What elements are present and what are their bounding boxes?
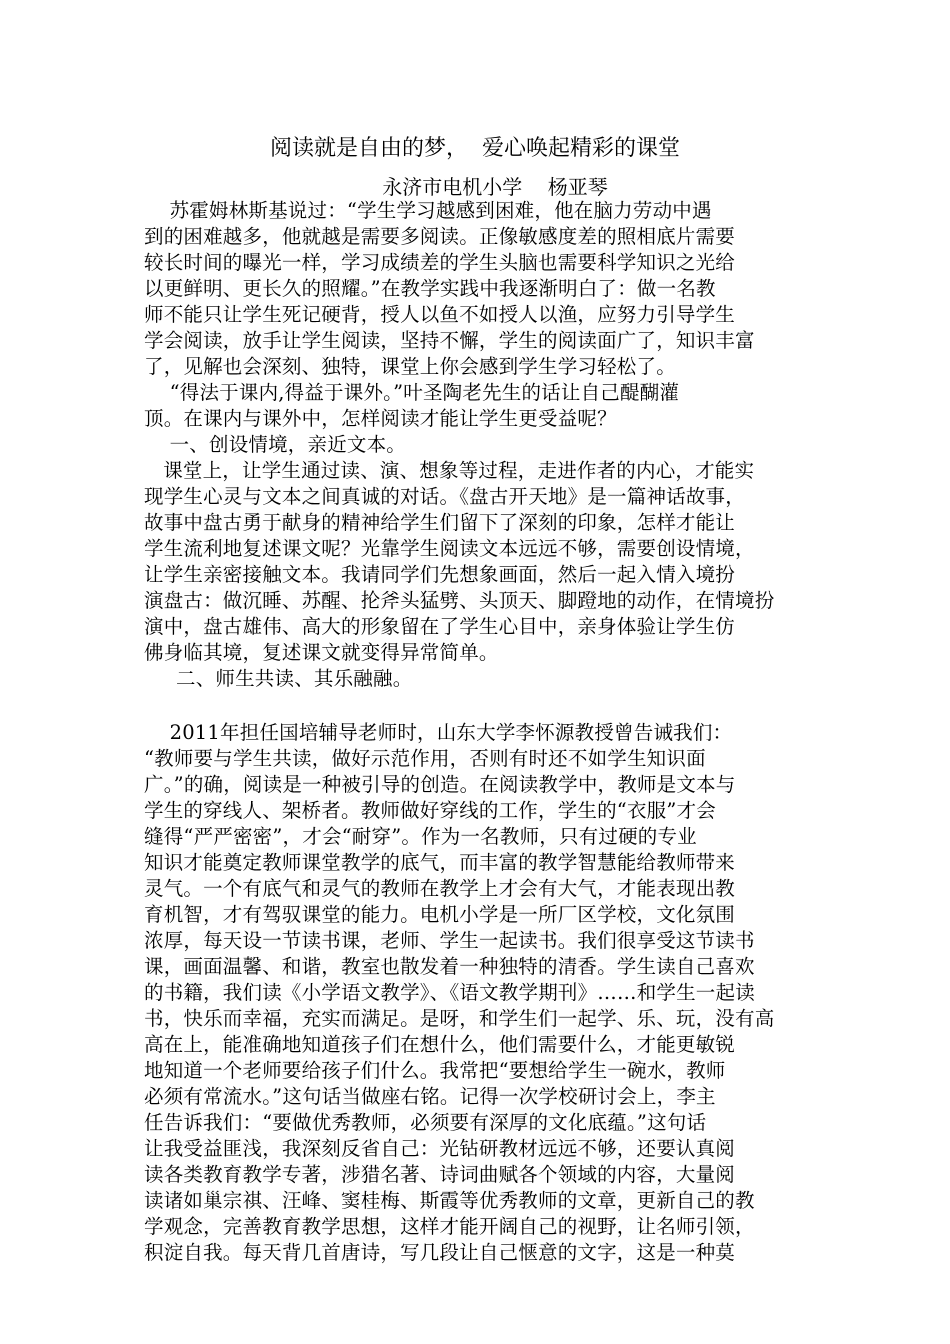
paragraph <box>144 458 824 666</box>
paragraph <box>144 198 824 380</box>
text-line: 故事中盘古勇于献身的精神给学生们留下了深刻的印象，怎样才能让 <box>144 511 736 534</box>
text-line: 育机智，才有驾驭课堂的能力。电机小学是一所厂区学校，文化氛围 <box>144 903 736 926</box>
text-line: 缝得“严严密密”，才会“耐穿”。作为一名教师，只有过硬的专业 <box>144 825 697 848</box>
text-line: 较长时间的曝光一样，学习成绩差的学生头脑也需要科学知识之光给 <box>144 251 736 274</box>
paragraph-spacer <box>144 692 824 720</box>
paragraph <box>144 380 824 432</box>
text-line: “教师要与学生共读，做好示范作用，否则有时还不如学生知识面 <box>144 747 706 770</box>
text-line: 师不能只让学生死记硬背，授人以鱼不如授人以渔，应努力引导学生 <box>144 303 736 326</box>
text-line: 苏霍姆林斯基说过：“学生学习越感到困难，他在脑力劳动中遇 <box>144 199 712 222</box>
paragraph <box>144 432 824 458</box>
text-line: 高在上，能准确地知道孩子们在想什么，他们需要什么，才能更敏锐 <box>144 1033 736 1056</box>
text-line: 积淀自我。每天背几首唐诗，写几段让自己惬意的文字，这是一种莫 <box>144 1241 736 1264</box>
text-line: 任告诉我们：“要做优秀教师，必须要有深厚的文化底蕴。”这句话 <box>144 1111 707 1134</box>
text-line: 佛身临其境，复述课文就变得异常简单。 <box>144 641 499 664</box>
text-line: 让学生亲密接触文本。我请同学们先想象画面，然后一起入情入境扮 <box>144 563 736 586</box>
text-line: 到的困难越多，他就越是需要多阅读。正像敏感度差的照相底片需要 <box>144 225 736 248</box>
text-line: 广。”的确，阅读是一种被引导的创造。在阅读教学中，教师是文本与 <box>144 773 736 796</box>
text-line: 学会阅读，放手让学生阅读，坚持不懈，学生的阅读面广了，知识丰富 <box>144 329 755 352</box>
text-line: 学生的穿线人、架桥者。教师做好穿线的工作，学生的“衣服”才会 <box>144 799 716 822</box>
text-line: 二、师生共读、其乐融融。 <box>144 667 413 690</box>
text-line: 读各类教育教学专著，涉猎名著、诗词曲赋各个领域的内容，大量阅 <box>144 1163 736 1186</box>
text-line: 地知道一个老师要给孩子们什么。我常把“要想给学生一碗水，教师 <box>144 1059 726 1082</box>
text-line: 演中，盘古雄伟、高大的形象留在了学生心目中，亲身体验让学生仿 <box>144 615 736 638</box>
text-line: 知识才能奠定教师课堂教学的底气，而丰富的教学智慧能给教师带来 <box>144 851 736 874</box>
text-line: 以更鲜明、更长久的照耀。”在教学实践中我逐渐明白了：做一名教 <box>144 277 716 300</box>
text-line: 必须有常流水。”这句话当做座右铭。记得一次学校研讨会上，李主 <box>144 1085 716 1108</box>
text-line: 书，快乐而幸福，充实而满足。是呀，和学生们一起学、乐、玩，没有高 <box>144 1007 775 1030</box>
text-line: 学观念，完善教育教学思想，这样才能开阔自己的视野，让名师引领， <box>144 1215 755 1238</box>
text-line: 一、创设情境，亲近文本。 <box>144 433 406 456</box>
article-title: 阅读就是自由的梦， 爱心唤起精彩的课堂 <box>270 136 680 161</box>
article-body <box>144 198 824 1266</box>
text-line: “得法于课内,得益于课外。”叶圣陶老先生的话让自己醍醐灌 <box>144 381 680 404</box>
text-line: 课堂上，让学生通过读、演、想象等过程，走进作者的内心，才能实 <box>144 459 755 482</box>
text-line: 顶。在课内与课外中，怎样阅读才能让学生更受益呢？ <box>144 407 617 430</box>
text-line: 演盘古：做沉睡、苏醒、抡斧头猛劈、头顶天、脚蹬地的动作，在情境扮 <box>144 589 775 612</box>
author-byline: 永济市电机小学 杨亚琴 <box>382 175 608 199</box>
text-line: 浓厚，每天设一节读书课，老师、学生一起读书。我们很享受这节读书 <box>144 929 755 952</box>
text-line: 读诸如巢宗祺、汪峰、窦桂梅、斯霞等优秀教师的文章，更新自己的教 <box>144 1189 755 1212</box>
text-line: 了，见解也会深刻、独特，课堂上你会感到学生学习轻松了。 <box>144 355 676 378</box>
paragraph <box>144 666 824 692</box>
text-line: 现学生心灵与文本之间真诚的对话。《盘古开天地》是一篇神话故事， <box>144 485 745 508</box>
text-line: 的书籍，我们读《小学语文教学》、《语文教学期刊》……和学生一起读 <box>144 981 755 1004</box>
paragraph <box>144 720 824 1266</box>
text-line: 学生流利地复述课文呢？光靠学生阅读文本远远不够，需要创设情境， <box>144 537 755 560</box>
text-line: 2011年担任国培辅导老师时，山东大学李怀源教授曾告诫我们： <box>144 721 733 744</box>
text-line: 灵气。一个有底气和灵气的教师在教学上才会有大气，才能表现出教 <box>144 877 736 900</box>
text-line: 让我受益匪浅，我深刻反省自己：光钻研教材远远不够，还要认真阅 <box>144 1137 736 1160</box>
text-line: 课，画面温馨、和谐，教室也散发着一种独特的清香。学生读自己喜欢 <box>144 955 755 978</box>
